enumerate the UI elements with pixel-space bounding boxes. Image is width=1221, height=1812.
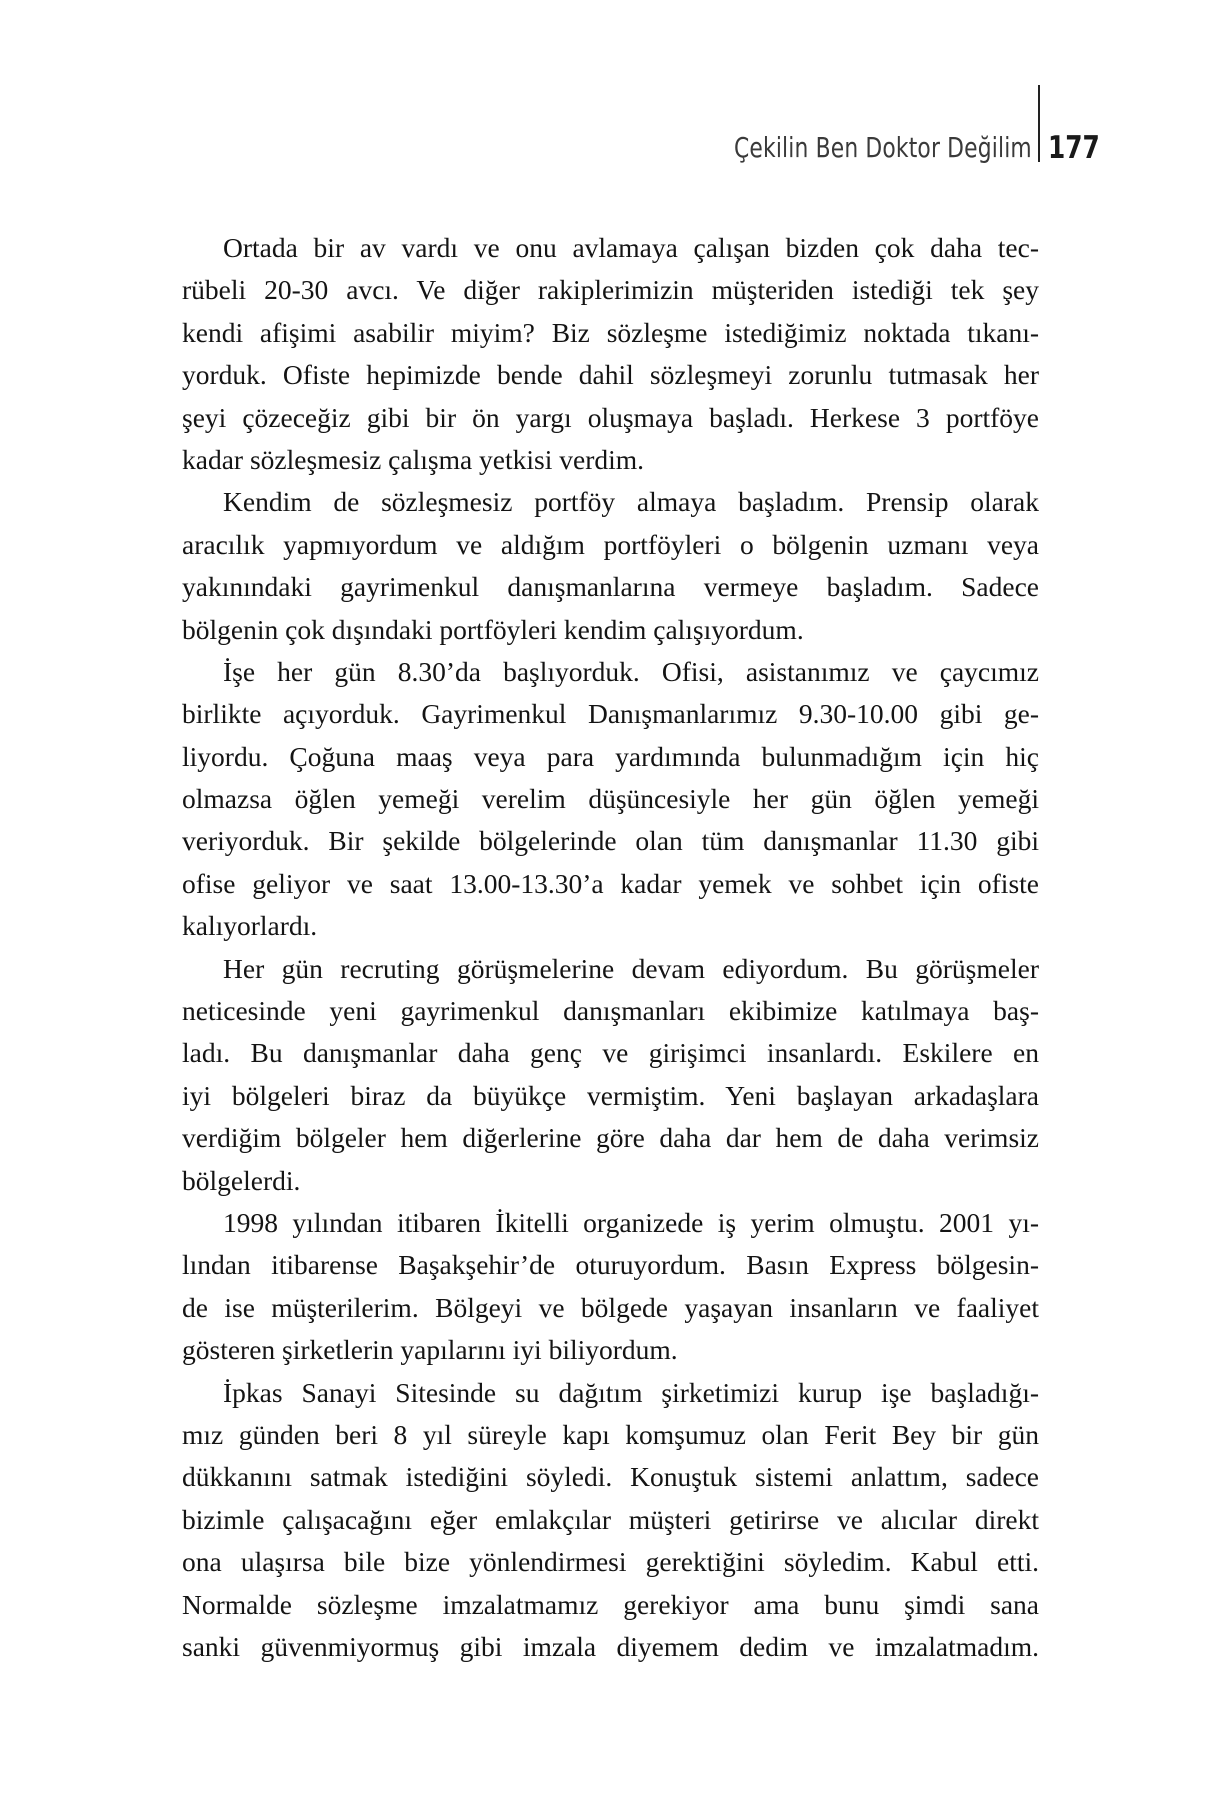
text-line: birlikte açıyorduk. Gayrimenkul Danışmanlarımız 9.30-10.00 gibi ge- xyxy=(182,698,1039,730)
text-line: lından itibarense Başakşehir’de oturuyordum. Basın Express bölgesin- xyxy=(182,1249,1039,1281)
page-number: 177 xyxy=(1048,130,1100,166)
text-line: verdiğim bölgeler hem diğerlerine göre daha dar hem de daha verimsiz xyxy=(182,1122,1039,1154)
running-head-title: Çekilin Ben Doktor Değilim xyxy=(734,131,1032,164)
text-line: veriyorduk. Bir şekilde bölgelerinde olan tüm danışmanlar 11.30 gibi xyxy=(182,825,1039,857)
running-head xyxy=(0,0,1221,180)
text-line: kadar sözleşmesiz çalışma yetkisi verdim. xyxy=(182,443,645,475)
text-line: şeyi çözeceğiz gibi bir ön yargı oluşmaya başladı. Herkese 3 portföye xyxy=(182,401,1039,433)
text-line: Normalde sözleşme imzalatmamız gerekiyor ama bunu şimdi sana xyxy=(182,1588,1039,1620)
text-line: olmazsa öğlen yemeği verelim düşüncesiyle her gün öğlen yemeği xyxy=(182,783,1039,815)
text-line: Her gün recruting görüşmelerine devam ediyordum. Bu görüşmeler xyxy=(223,952,1039,984)
paragraph xyxy=(182,1372,1039,1669)
paragraph xyxy=(182,227,1039,481)
running-head-divider xyxy=(1038,85,1040,162)
text-line: ofise geliyor ve saat 13.00-13.30’a kadar yemek ve sohbet için ofiste xyxy=(182,867,1039,899)
paragraph xyxy=(182,481,1039,651)
text-line: Kendim de sözleşmesiz portföy almaya başladım. Prensip olarak xyxy=(223,486,1039,518)
text-line: de ise müşterilerim. Bölgeyi ve bölgede yaşayan insanların ve faaliyet xyxy=(182,1291,1039,1323)
paragraph xyxy=(182,948,1039,1202)
text-line: neticesinde yeni gayrimenkul danışmanları ekibimize katılmaya baş- xyxy=(182,995,1039,1027)
body-text xyxy=(182,227,1039,1668)
text-line: İşe her gün 8.30’da başlıyorduk. Ofisi, asistanımız ve çaycımız xyxy=(223,655,1039,687)
text-line: ladı. Bu danışmanlar daha genç ve girişimci insanlardı. Eskilere en xyxy=(182,1037,1039,1069)
text-line: iyi bölgeleri biraz da büyükçe vermiştim. Yeni başlayan arkadaşlara xyxy=(182,1079,1039,1111)
text-line: rübeli 20-30 avcı. Ve diğer rakiplerimizin müşteriden istediği tek şey xyxy=(182,274,1039,306)
text-line: yorduk. Ofiste hepimizde bende dahil sözleşmeyi zorunlu tutmasak her xyxy=(182,359,1039,391)
text-line: dükkanını satmak istediğini söyledi. Konuştuk sistemi anlattım, sadece xyxy=(182,1461,1039,1493)
text-line: İpkas Sanayi Sitesinde su dağıtım şirketimizi kurup işe başladığı- xyxy=(223,1376,1039,1408)
text-line: yakınındaki gayrimenkul danışmanlarına vermeye başladım. Sadece xyxy=(182,571,1039,603)
text-line: bizimle çalışacağını eğer emlakçılar müşteri getirirse ve alıcılar direkt xyxy=(182,1503,1039,1535)
text-line: sanki güvenmiyormuş gibi imzala diyemem dedim ve imzalatmadım. xyxy=(182,1630,1039,1662)
text-line: kendi afişimi asabilir miyim? Biz sözleşme istediğimiz noktada tıkanı- xyxy=(182,316,1039,348)
text-line: liyordu. Çoğuna maaş veya para yardımında bulunmadığım için hiç xyxy=(182,740,1039,772)
text-line: kalıyorlardı. xyxy=(182,910,318,942)
paragraph xyxy=(182,1202,1039,1372)
text-line: Ortada bir av vardı ve onu avlamaya çalışan bizden çok daha tec- xyxy=(223,232,1039,263)
text-line: bölgenin çok dışındaki portföyleri kendim çalışıyordum. xyxy=(182,613,804,645)
text-line: aracılık yapmıyordum ve aldığım portföyleri o bölgenin uzmanı veya xyxy=(182,528,1039,560)
text-line: bölgelerdi. xyxy=(182,1164,301,1196)
text-line: mız günden beri 8 yıl süreyle kapı komşumuz olan Ferit Bey bir gün xyxy=(182,1418,1039,1450)
paragraph xyxy=(182,651,1039,948)
text-line: ona ulaşırsa bile bize yönlendirmesi gerektiğini söyledim. Kabul etti. xyxy=(182,1546,1039,1578)
text-line: gösteren şirketlerin yapılarını iyi biliyordum. xyxy=(182,1334,678,1366)
text-line: 1998 yılından itibaren İkitelli organizede iş yerim olmuştu. 2001 yı- xyxy=(223,1206,1039,1238)
